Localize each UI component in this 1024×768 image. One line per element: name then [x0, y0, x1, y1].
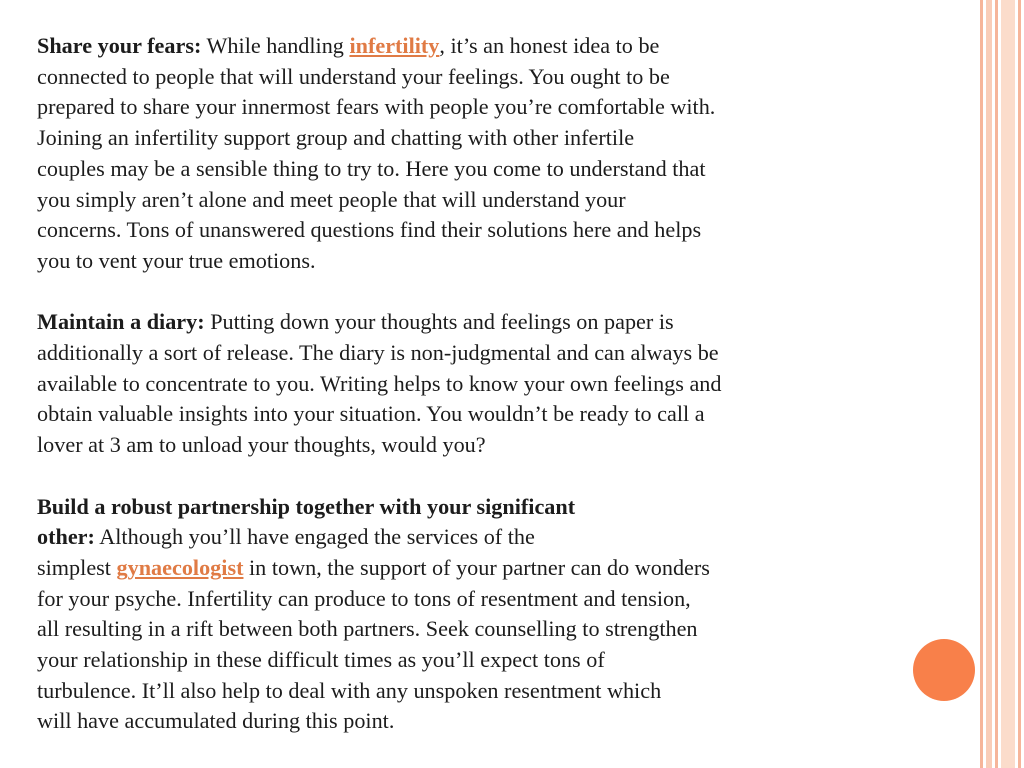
text-line	[37, 553, 957, 584]
text-line: connected to people that will understand your feelings. You ought to be	[37, 63, 670, 89]
text-line: Joining an infertility support group and chatting with other infertile	[37, 125, 635, 151]
text-span: Putting down your thoughts and feelings on paper is	[204, 309, 674, 335]
text-line: for your psyche. Infertility can produce to tons of resentment and tension,	[37, 585, 691, 611]
text-line: concerns. Tons of unanswered questions find their solutions here and helps	[37, 217, 702, 243]
text-line: all resulting in a rift between both partners. Seek counselling to strengthen	[37, 616, 698, 642]
text-line: couples may be a sensible thing to try to. Here you come to understand that	[37, 155, 706, 181]
slide-body	[37, 31, 957, 737]
text-span: Although you’ll have engaged the services of the	[94, 524, 535, 550]
text-line: obtain valuable insights into your situation. You wouldn’t be ready to call a	[37, 401, 705, 427]
text-span: , it’s an honest idea to be	[439, 33, 660, 58]
decorative-bar	[1001, 0, 1015, 768]
text-line	[37, 522, 957, 553]
decorative-bar	[980, 0, 983, 768]
text-line: available to concentrate to you. Writing helps to know your own feelings and	[37, 370, 722, 396]
text-line: you simply aren’t alone and meet people that will understand your	[37, 186, 626, 212]
text-span: While handling	[201, 33, 350, 58]
infertility-link[interactable]: infertility	[349, 33, 440, 58]
text-line: will have accumulated during this point.	[37, 708, 395, 734]
section-heading: Share your fears:	[37, 33, 202, 58]
decorative-bar	[986, 0, 992, 768]
text-line	[37, 31, 957, 62]
section-share-fears	[37, 31, 957, 277]
decorative-bar	[1018, 0, 1021, 768]
gynaecologist-link[interactable]: gynaecologist	[116, 554, 244, 580]
text-line: your relationship in these difficult times as you’ll expect tons of	[37, 647, 605, 673]
section-heading-continued: other:	[37, 524, 95, 550]
text-line: lover at 3 am to unload your thoughts, would you?	[37, 432, 486, 458]
section-heading: Maintain a diary:	[37, 309, 205, 335]
text-span: in town, the support of your partner can do wonders	[243, 554, 710, 580]
paragraph-gap	[37, 277, 957, 308]
text-line: prepared to share your innermost fears with people you’re comfortable with.	[37, 94, 716, 120]
decorative-bar	[995, 0, 998, 768]
text-line	[37, 307, 957, 338]
section-build-partnership	[37, 492, 957, 738]
text-line: turbulence. It’ll also help to deal with any unspoken resentment which	[37, 677, 662, 703]
text-line: you to vent your true emotions.	[37, 247, 316, 273]
section-heading: Build a robust partnership together with your significant	[37, 493, 576, 519]
text-span: simplest	[37, 554, 117, 580]
section-maintain-diary	[37, 307, 957, 461]
paragraph-gap	[37, 461, 957, 492]
text-line: additionally a sort of release. The diary is non-judgmental and can always be	[37, 340, 719, 366]
